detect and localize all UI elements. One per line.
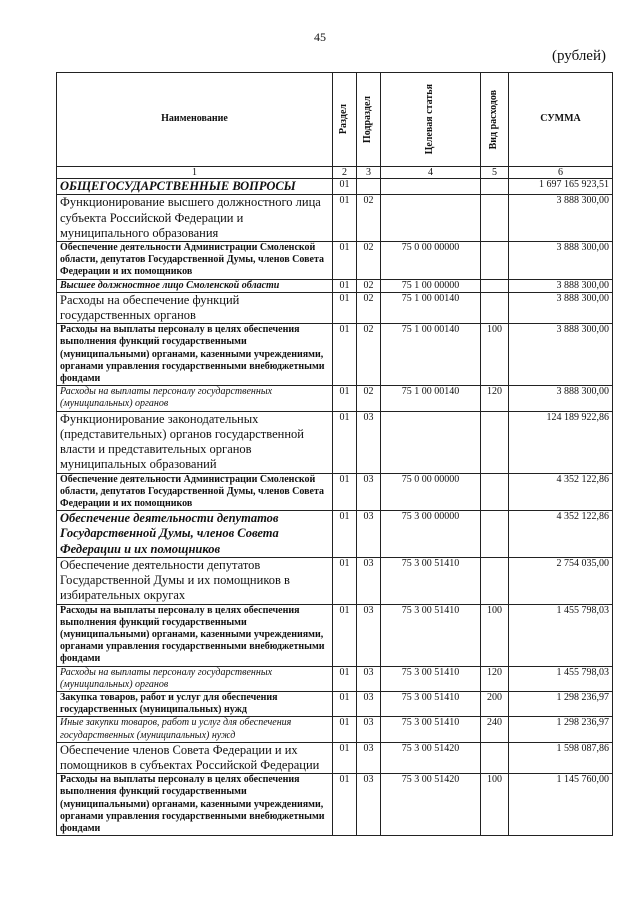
row-expense-type: 100: [481, 774, 509, 836]
row-expense-type: [481, 179, 509, 195]
row-subsection: 03: [357, 666, 381, 691]
row-target: 75 1 00 00140: [381, 324, 481, 386]
row-section: 01: [333, 411, 357, 473]
row-sum: 4 352 122,86: [509, 473, 613, 511]
table-row: [57, 717, 613, 742]
row-section: 01: [333, 511, 357, 558]
row-target: 75 1 00 00000: [381, 279, 481, 292]
row-sum: 1 298 236,97: [509, 717, 613, 742]
row-section: 01: [333, 604, 357, 666]
row-subsection: 02: [357, 195, 381, 242]
row-subsection: 03: [357, 691, 381, 716]
row-name: Обеспечение деятельности депутатов Государственной Думы и их помощников в избирательных округах: [57, 557, 333, 604]
row-expense-type: 100: [481, 604, 509, 666]
table-row: [57, 666, 613, 691]
table-row: [57, 386, 613, 411]
row-subsection: 03: [357, 742, 381, 774]
row-target: 75 3 00 51410: [381, 691, 481, 716]
row-target: 75 0 00 00000: [381, 473, 481, 511]
row-sum: 124 189 922,86: [509, 411, 613, 473]
column-number-row: [57, 167, 613, 179]
row-name: Расходы на выплаты персоналу государственных (муниципальных) органов: [57, 386, 333, 411]
row-expense-type: 240: [481, 717, 509, 742]
table-row: [57, 774, 613, 836]
row-name: Закупка товаров, работ и услуг для обеспечения государственных (муниципальных) нужд: [57, 691, 333, 716]
header-name: Наименование: [57, 73, 333, 167]
row-section: 01: [333, 557, 357, 604]
row-subsection: [357, 179, 381, 195]
row-name: Функционирование законодательных (представительных) органов государственной власти и представительных органов муниципальных образований: [57, 411, 333, 473]
row-expense-type: [481, 557, 509, 604]
row-section: 01: [333, 242, 357, 280]
row-name: Высшее должностное лицо Смоленской области: [57, 279, 333, 292]
row-target: 75 3 00 51410: [381, 557, 481, 604]
row-target: 75 0 00 00000: [381, 242, 481, 280]
table-row: [57, 691, 613, 716]
row-subsection: 03: [357, 511, 381, 558]
row-expense-type: 100: [481, 324, 509, 386]
row-subsection: 02: [357, 386, 381, 411]
row-section: 01: [333, 179, 357, 195]
col-number: 3: [357, 167, 381, 179]
row-section: 01: [333, 279, 357, 292]
col-number: 2: [333, 167, 357, 179]
row-target: 75 1 00 00140: [381, 386, 481, 411]
table-row: [57, 604, 613, 666]
row-name: Расходы на выплаты персоналу государственных (муниципальных) органов: [57, 666, 333, 691]
row-section: 01: [333, 742, 357, 774]
row-name: Расходы на обеспечение функций государственных органов: [57, 292, 333, 324]
row-expense-type: [481, 242, 509, 280]
row-subsection: 02: [357, 324, 381, 386]
row-name: Расходы на выплаты персоналу в целях обеспечения выполнения функций государственными (муниципальными) органами, казенными учреждениями, органами управления государственными внебюджетными фондами: [57, 324, 333, 386]
row-sum: 2 754 035,00: [509, 557, 613, 604]
row-section: 01: [333, 774, 357, 836]
row-sum: 3 888 300,00: [509, 279, 613, 292]
page-number: 45: [314, 30, 326, 44]
row-section: 01: [333, 666, 357, 691]
row-expense-type: 200: [481, 691, 509, 716]
row-subsection: 02: [357, 242, 381, 280]
row-section: 01: [333, 386, 357, 411]
row-expense-type: [481, 742, 509, 774]
row-name: Обеспечение деятельности Администрации Смоленской области, депутатов Государственной Думы, членов Совета Федерации и их помощников: [57, 242, 333, 280]
row-sum: 1 145 760,00: [509, 774, 613, 836]
table-body: [57, 179, 613, 836]
table-row: [57, 195, 613, 242]
row-subsection: 03: [357, 557, 381, 604]
row-name: Функционирование высшего должностного лица субъекта Российской Федерации и муниципального образования: [57, 195, 333, 242]
row-target: 75 3 00 51420: [381, 742, 481, 774]
row-target: 75 1 00 00140: [381, 292, 481, 324]
table-row: [57, 473, 613, 511]
row-subsection: 03: [357, 473, 381, 511]
row-section: 01: [333, 473, 357, 511]
row-expense-type: [481, 279, 509, 292]
row-target: 75 3 00 51410: [381, 717, 481, 742]
units-label: (рублей): [551, 48, 606, 64]
table-row: [57, 411, 613, 473]
budget-table: [56, 72, 613, 836]
col-number: 6: [509, 167, 613, 179]
col-number: 4: [381, 167, 481, 179]
table-row: [57, 742, 613, 774]
header-row: [57, 73, 613, 167]
row-name: Расходы на выплаты персоналу в целях обеспечения выполнения функций государственными (муниципальными) органами, казенными учреждениями, органами управления государственными внебюджетными фондами: [57, 774, 333, 836]
row-name: Обеспечение деятельности депутатов Государственной Думы, членов Совета Федерации и их помощников: [57, 511, 333, 558]
row-expense-type: [481, 292, 509, 324]
header-target: Целевая статья: [381, 73, 481, 167]
row-sum: 1 455 798,03: [509, 666, 613, 691]
row-sum: 1 697 165 923,51: [509, 179, 613, 195]
row-name: Обеспечение деятельности Администрации Смоленской области, депутатов Государственной Думы, членов Совета Федерации и их помощников: [57, 473, 333, 511]
row-sum: 4 352 122,86: [509, 511, 613, 558]
header-section: Раздел: [333, 73, 357, 167]
header-sum: СУММА: [509, 73, 613, 167]
row-expense-type: 120: [481, 666, 509, 691]
row-target: [381, 195, 481, 242]
row-sum: 1 298 236,97: [509, 691, 613, 716]
row-sum: 3 888 300,00: [509, 324, 613, 386]
row-section: 01: [333, 195, 357, 242]
row-target: [381, 411, 481, 473]
row-expense-type: [481, 195, 509, 242]
row-section: 01: [333, 717, 357, 742]
row-expense-type: [481, 511, 509, 558]
table-row: [57, 179, 613, 195]
row-expense-type: 120: [481, 386, 509, 411]
row-sum: 3 888 300,00: [509, 195, 613, 242]
header-expense-type: Вид расходов: [481, 73, 509, 167]
table-row: [57, 242, 613, 280]
table-row: [57, 511, 613, 558]
table-row: [57, 324, 613, 386]
row-sum: 3 888 300,00: [509, 292, 613, 324]
row-sum: 1 455 798,03: [509, 604, 613, 666]
row-name: Иные закупки товаров, работ и услуг для обеспечения государственных (муниципальных) нужд: [57, 717, 333, 742]
row-subsection: 03: [357, 411, 381, 473]
col-number: 5: [481, 167, 509, 179]
row-sum: 1 598 087,86: [509, 742, 613, 774]
row-name: Расходы на выплаты персоналу в целях обеспечения выполнения функций государственными (муниципальными) органами, казенными учреждениями, органами управления государственными внебюджетными фондами: [57, 604, 333, 666]
row-target: [381, 179, 481, 195]
row-subsection: 02: [357, 292, 381, 324]
row-name: Обеспечение членов Совета Федерации и их помощников в субъектах Российской Федерации: [57, 742, 333, 774]
row-subsection: 03: [357, 717, 381, 742]
col-number: 1: [57, 167, 333, 179]
row-sum: 3 888 300,00: [509, 242, 613, 280]
row-target: 75 3 00 51410: [381, 604, 481, 666]
row-section: 01: [333, 691, 357, 716]
row-target: 75 3 00 00000: [381, 511, 481, 558]
row-name: ОБЩЕГОСУДАРСТВЕННЫЕ ВОПРОСЫ: [57, 179, 333, 195]
table-row: [57, 279, 613, 292]
row-sum: 3 888 300,00: [509, 386, 613, 411]
row-subsection: 02: [357, 279, 381, 292]
row-subsection: 03: [357, 604, 381, 666]
row-section: 01: [333, 292, 357, 324]
row-expense-type: [481, 411, 509, 473]
table-row: [57, 557, 613, 604]
row-expense-type: [481, 473, 509, 511]
row-section: 01: [333, 324, 357, 386]
row-subsection: 03: [357, 774, 381, 836]
row-target: 75 3 00 51410: [381, 666, 481, 691]
header-subsection: Подраздел: [357, 73, 381, 167]
row-target: 75 3 00 51420: [381, 774, 481, 836]
table-row: [57, 292, 613, 324]
